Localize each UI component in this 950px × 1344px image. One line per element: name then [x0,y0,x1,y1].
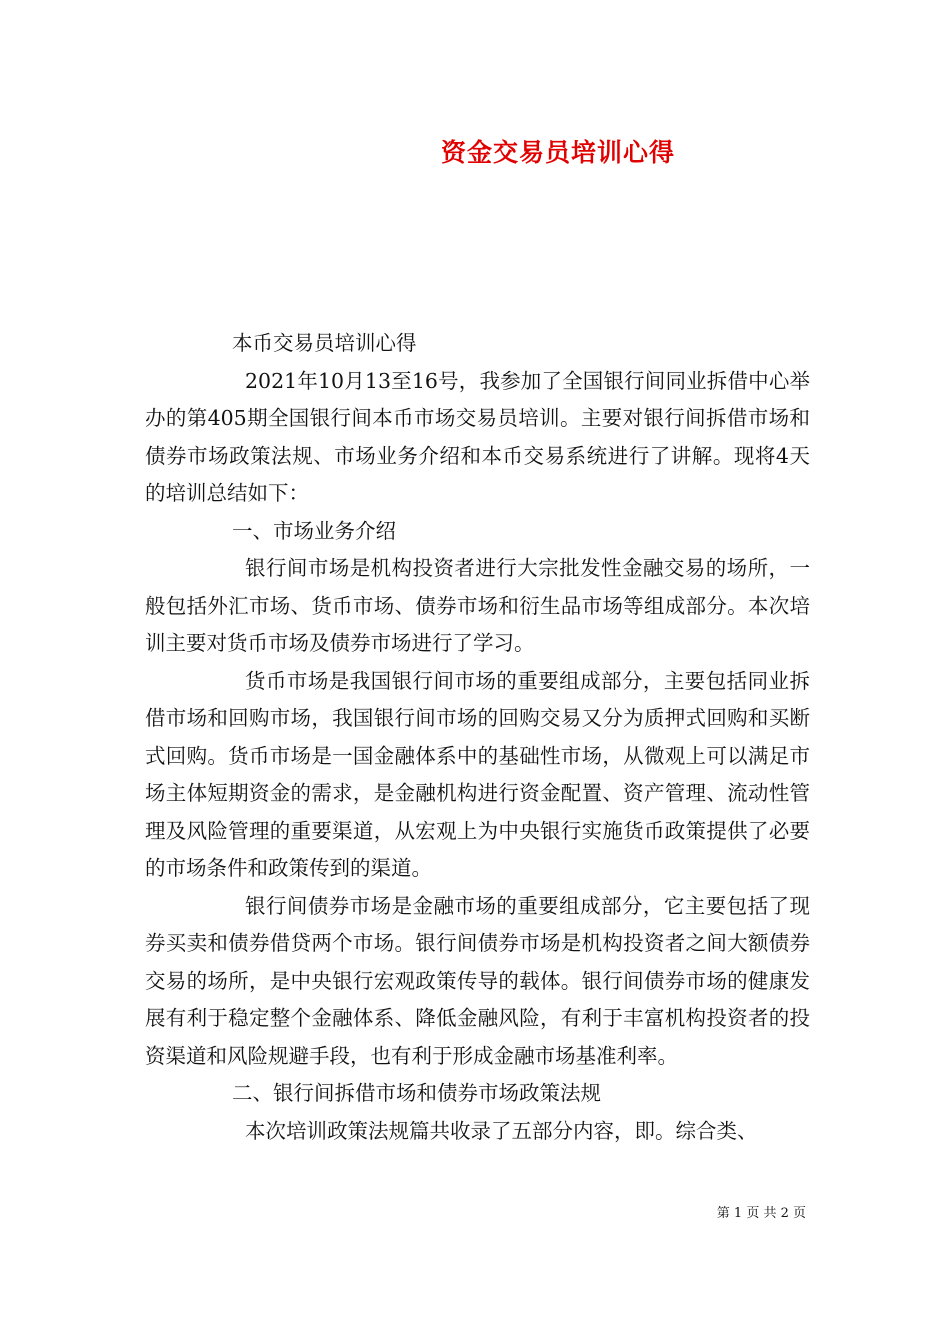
section-heading-1: 一、市场业务介绍 [232,518,396,543]
paragraph-policy: 本次培训政策法规篇共收录了五部分内容，即。综合类、 [245,1118,758,1143]
paragraph-intro: 2021年10月13至16号，我参加了全国银行间同业拆借中心举办的第405期全国银行间本币市场交易员培训。主要对银行间拆借市场和债券市场政策法规、市场业务介绍和本币交易系统进行了讲解。现将4天的培训总结如下： [145,368,810,505]
document-subtitle: 本币交易员培训心得 [232,331,417,355]
document-title: 资金交易员培训心得 [440,138,675,167]
paragraph-interbank-market: 银行间市场是机构投资者进行大宗批发性金融交易的场所，一般包括外汇市场、货币市场、债券市场和衍生品市场等组成部分。本次培训主要对货币市场及债券市场进行了学习。 [145,556,810,655]
page-number-footer: 第 1 页 共 2 页 [716,1206,806,1221]
document-body [145,325,810,1150]
paragraph-money-market: 货币市场是我国银行间市场的重要组成部分，主要包括同业拆借市场和回购市场，我国银行间市场的回购交易又分为质押式回购和买断式回购。货币市场是一国金融体系中的基础性市场，从微观上可以满足市场主体短期资金的需求，是金融机构进行资金配置、资产管理、流动性管理及风险管理的重要渠道，从宏观上为中央银行实施货币政策提供了必要的市场条件和政策传到的渠道。 [145,668,810,880]
paragraph-bond-market: 银行间债券市场是金融市场的重要组成部分，它主要包括了现券买卖和债券借贷两个市场。银行间债券市场是机构投资者之间大额债券交易的场所，是中央银行宏观政策传导的载体。银行间债券市场的健康发展有利于稳定整个金融体系、降低金融风险，有利于丰富机构投资者的投资渠道和风险规避手段，也有利于形成金融市场基准利率。 [145,893,810,1068]
section-heading-2: 二、银行间拆借市场和债券市场政策法规 [232,1081,601,1105]
